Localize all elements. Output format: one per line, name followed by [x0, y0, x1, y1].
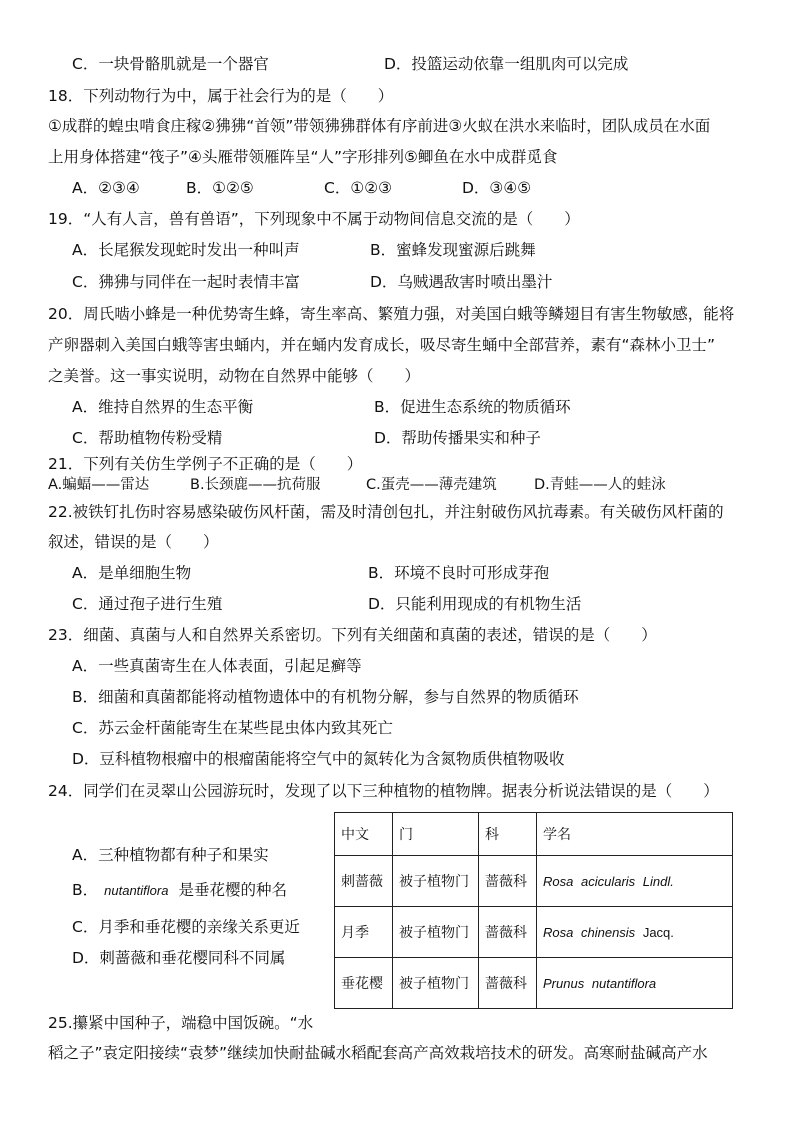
- q19-option-a: A．长尾猴发现蛇时发出一种叫声: [72, 241, 300, 259]
- table-cell-family: 蔷薇科: [479, 958, 537, 1009]
- table-cell-scientific-name: [537, 958, 733, 1009]
- author-name: Jacq.: [642, 924, 674, 940]
- q25-stem-line1: 25.攥紧中国种子，端稳中国饭碗。“水: [48, 1014, 314, 1032]
- q24-option-c: C．月季和垂花樱的亲缘关系更近: [72, 918, 300, 936]
- table-cell-phylum: 被子植物门: [393, 958, 479, 1009]
- q19-option-b: B．蜜蜂发现蜜源后跳舞: [370, 241, 536, 259]
- table-cell-chinese-name: 月季: [335, 907, 393, 958]
- q24-option-d: D．刺蔷薇和垂花樱同科不同属: [72, 949, 286, 967]
- q20-stem-line2: 产卵器刺入美国白蛾等害虫蛹内，并在蛹内发育成长，吸尽寄生蛹中全部营养，素有“森林小卫士”: [48, 336, 716, 354]
- q23-option-a: A．一些真菌寄生在人体表面，引起足癣等: [72, 657, 362, 675]
- q20-option-d: D．帮助传播果实和种子: [374, 429, 541, 447]
- table-cell-chinese-name: 垂花樱: [335, 958, 393, 1009]
- q24-option-b: [72, 880, 287, 901]
- author-name: Lindl.: [642, 873, 674, 889]
- q18-option-c: C．①②③: [324, 179, 393, 197]
- table-cell-family: 蔷薇科: [479, 856, 537, 907]
- plant-sign-table: [334, 812, 733, 1009]
- q23-option-c: C．苏云金杆菌能寄生在某些昆虫体内致其死亡: [72, 719, 393, 737]
- q18-option-d: D．③④⑤: [462, 179, 532, 197]
- q20-option-c: C．帮助植物传粉受精: [72, 429, 223, 447]
- table-row: [335, 907, 733, 958]
- table-header-row: [335, 813, 733, 856]
- q20-option-a: A．维持自然界的生态平衡: [72, 398, 254, 416]
- table-header-cell: 学名: [537, 813, 733, 856]
- q23-stem: 23．细菌、真菌与人和自然界关系密切。下列有关细菌和真菌的表述，错误的是（ ）: [48, 626, 657, 644]
- table-header-cell: 科: [479, 813, 537, 856]
- q19-option-d: D．乌贼遇敌害时喷出墨汁: [370, 273, 553, 291]
- q21-option-a: A.蝙蝠——雷达: [48, 477, 150, 493]
- species-name: acicularis: [580, 873, 636, 889]
- q25-stem-line2: 稻之子”袁定阳接续“袁梦”继续加快耐盐碱水稻配套高产高效栽培技术的研发。高寒耐盐碱高产水: [48, 1044, 708, 1062]
- q17-option-c: C．一块骨骼肌就是一个器官: [72, 55, 269, 73]
- table-cell-phylum: 被子植物门: [393, 907, 479, 958]
- q20-option-b: B．促进生态系统的物质循环: [374, 398, 571, 416]
- q22-option-a: A．是单细胞生物: [72, 564, 192, 582]
- genus-name: Rosa: [543, 873, 574, 889]
- q24-option-b-species-term: nutantiflora: [104, 883, 169, 898]
- q22-stem-line1: 22.被铁钉扎伤时容易感染破伤风杆菌，需及时清创包扎，并注射破伤风抗毒素。有关破伤风杆菌的: [48, 503, 724, 521]
- q18-description-line1: ①成群的蝗虫啃食庄稼②狒狒“首领”带领狒狒群体有序前进③火蚁在洪水来临时，团队成员在水面: [48, 117, 711, 135]
- table-cell-chinese-name: 刺蔷薇: [335, 856, 393, 907]
- q21-option-b: B.长颈鹿——抗荷服: [190, 477, 321, 493]
- q22-option-c: C．通过孢子进行生殖: [72, 595, 223, 613]
- q17-option-d: D．投篮运动依靠一组肌肉可以完成: [384, 55, 629, 73]
- table-cell-scientific-name: [537, 907, 733, 958]
- q19-stem: 19．“人有人言，兽有兽语”，下列现象中不属于动物间信息交流的是（ ）: [48, 210, 580, 228]
- table-header-cell: 中文: [335, 813, 393, 856]
- q18-description-line2: 上用身体搭建“筏子”④头雁带领雁阵呈“人”字形排列⑤鲫鱼在水中成群觅食: [48, 148, 558, 166]
- q24-option-b-text: 是垂花樱的种名: [178, 881, 287, 899]
- q21-option-c: C.蛋壳——薄壳建筑: [366, 477, 497, 493]
- table-row: [335, 856, 733, 907]
- q21-stem: 21．下列有关仿生学例子不正确的是（ ）: [48, 455, 363, 473]
- table-cell-scientific-name: [537, 856, 733, 907]
- q22-option-d: D．只能利用现成的有机物生活: [368, 595, 582, 613]
- q20-stem-line1: 20．周氏啮小蜂是一种优势寄生蜂，寄生率高、繁殖力强，对美国白蛾等鳞翅目有害生物敏感，能将: [48, 305, 735, 323]
- q18-option-b: B．①②⑤: [186, 179, 254, 197]
- species-name: chinensis: [580, 924, 636, 940]
- table-cell-family: 蔷薇科: [479, 907, 537, 958]
- q24-option-a: A．三种植物都有种子和果实: [72, 846, 269, 864]
- q23-option-b: B．细菌和真菌都能将动植物遗体中的有机物分解，参与自然界的物质循环: [72, 688, 579, 706]
- q21-option-d: D.青蛙——人的蛙泳: [534, 477, 666, 493]
- q22-stem-line2: 叙述，错误的是（ ）: [48, 533, 219, 551]
- q18-stem: 18．下列动物行为中，属于社会行为的是（ ）: [48, 87, 394, 105]
- genus-name: Prunus: [543, 975, 585, 991]
- species-name: nutantiflora: [591, 975, 657, 991]
- q19-option-c: C．狒狒与同伴在一起时表情丰富: [72, 273, 300, 291]
- table-row: [335, 958, 733, 1009]
- q22-option-b: B．环境不良时可形成芽孢: [368, 564, 550, 582]
- q24-stem: 24．同学们在灵翠山公园游玩时，发现了以下三种植物的植物牌。据表分析说法错误的是（ ）: [48, 782, 719, 800]
- table-cell-phylum: 被子植物门: [393, 856, 479, 907]
- q23-option-d: D．豆科植物根瘤中的根瘤菌能将空气中的氮转化为含氮物质供植物吸收: [72, 750, 565, 768]
- q24-option-b-label: B．: [72, 881, 99, 899]
- q20-stem-line3: 之美誉。这一事实说明，动物在自然界中能够（ ）: [48, 367, 421, 385]
- q18-option-a: A．②③④: [72, 179, 140, 197]
- table-header-cell: 门: [393, 813, 479, 856]
- genus-name: Rosa: [543, 924, 574, 940]
